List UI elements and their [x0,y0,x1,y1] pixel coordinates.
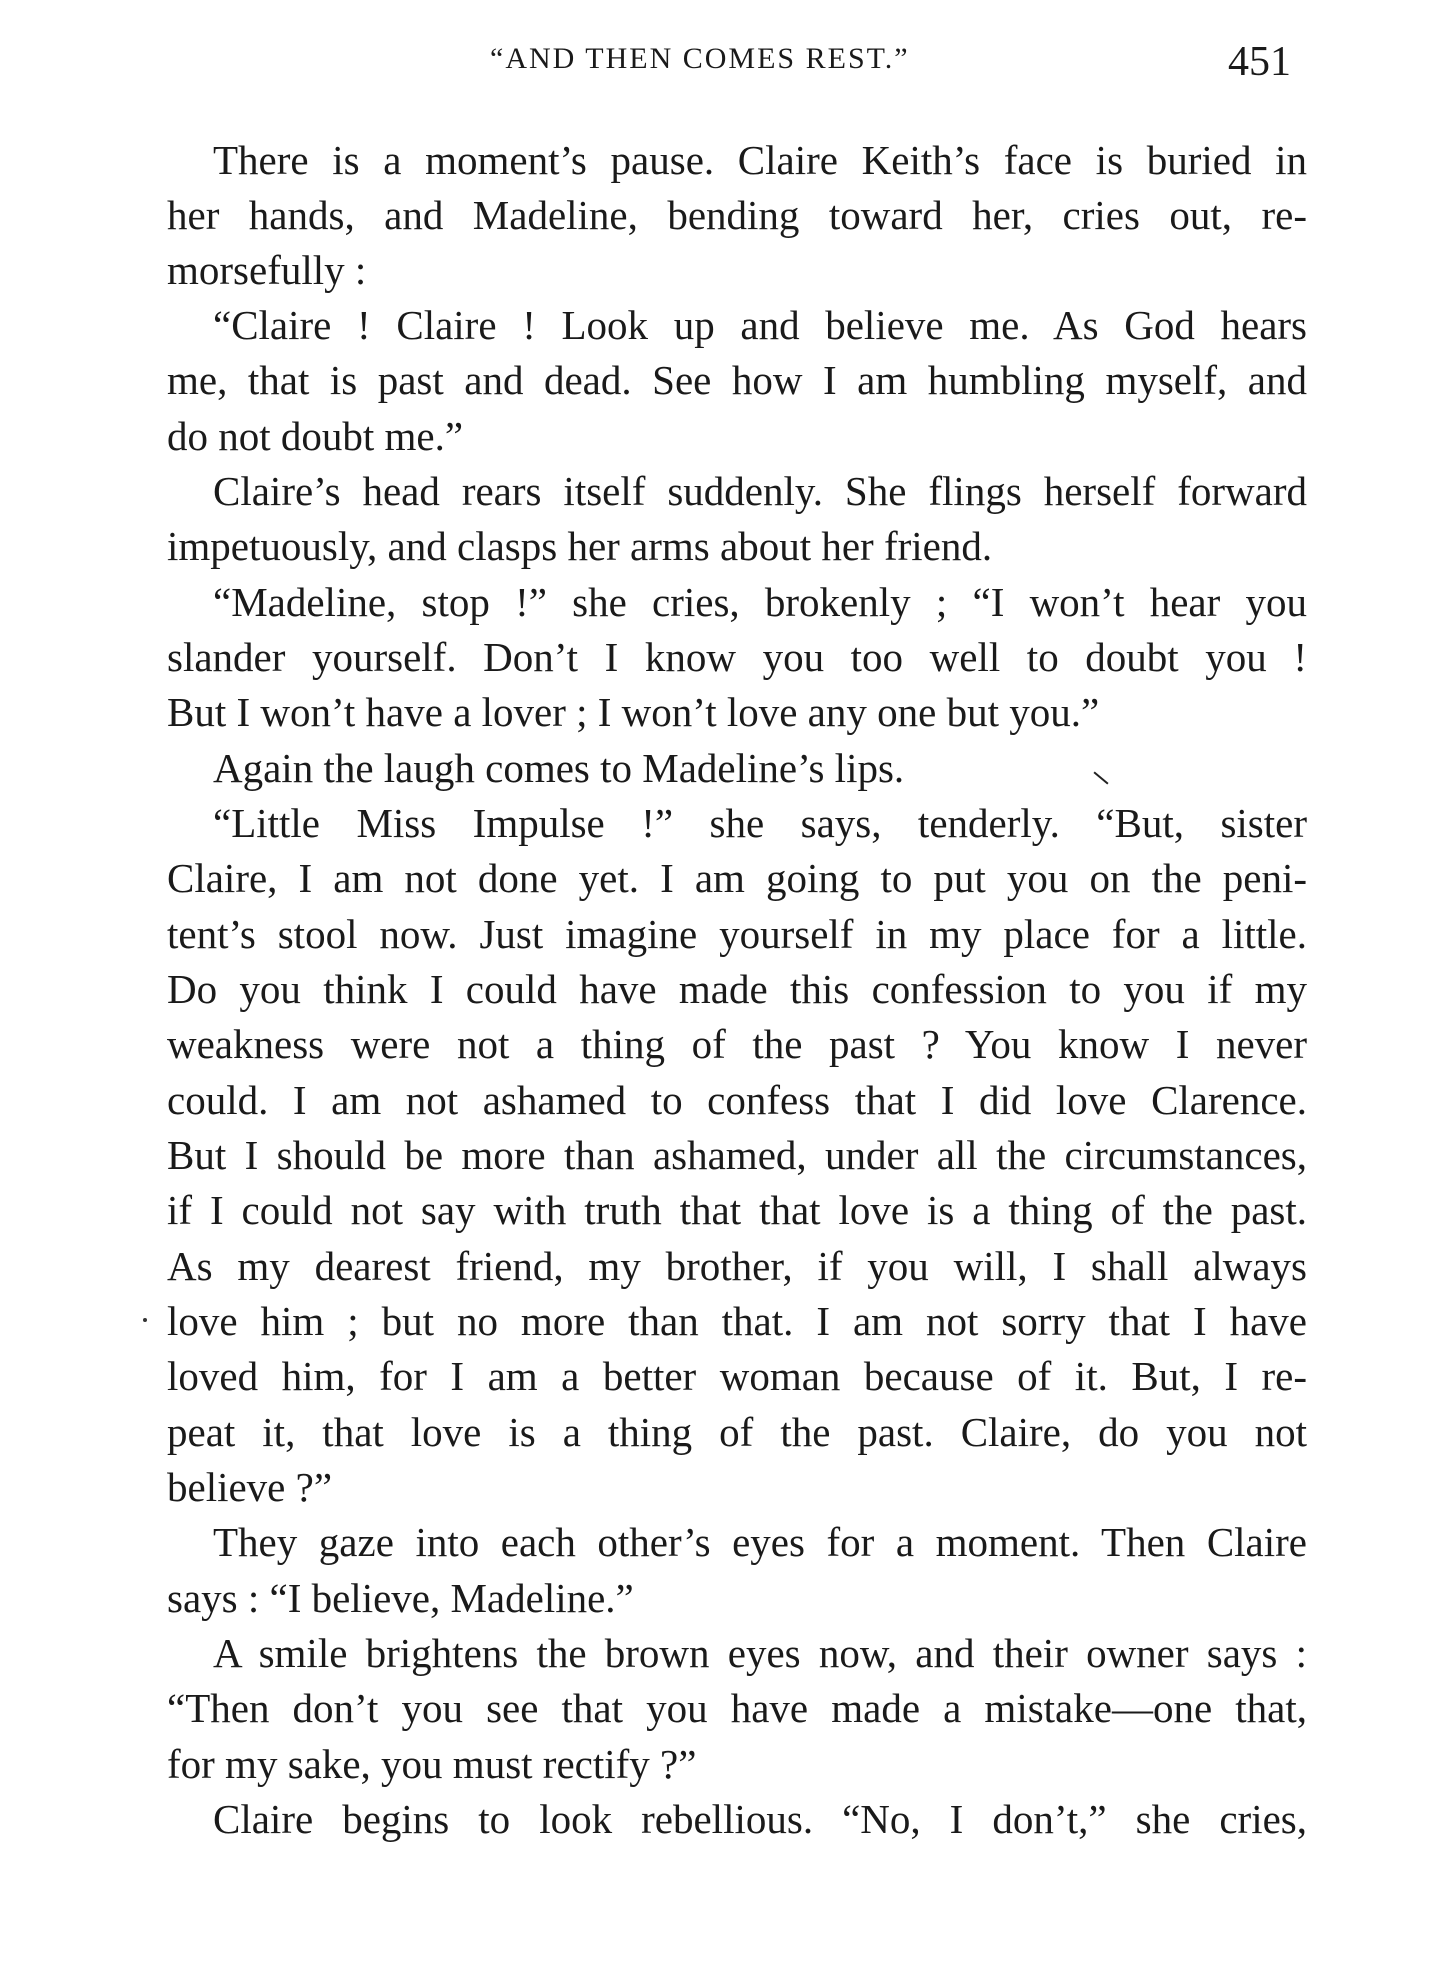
text-line: slander yourself. Don’t I know you too well to doubt you ! [167,634,1307,680]
text-line: Do you think I could have made this confession to you if my [167,966,1307,1012]
text-line: believe ?” [167,1464,333,1510]
text-line: Claire, I am not done yet. I am going to put you on the peni- [167,855,1307,901]
text-line: As my dearest friend, my brother, if you will, I shall always [167,1243,1307,1289]
text-line: me, that is past and dead. See how I am humbling myself, and [167,357,1307,403]
text-line: Again the laugh comes to Madeline’s lips. [213,745,905,791]
text-line: “Then don’t you see that you have made a mistake—one that, [167,1685,1307,1731]
running-title: “AND THEN COMES REST.” [490,42,910,75]
text-line: weakness were not a thing of the past ? You know I never [167,1021,1307,1067]
text-line: “Claire ! Claire ! Look up and believe me. As God hears [213,302,1307,348]
stray-ink-dot [143,1318,147,1322]
text-line: peat it, that love is a thing of the past. Claire, do you not [167,1409,1307,1455]
text-line: There is a moment’s pause. Claire Keith’s face is buried in [213,137,1307,183]
text-line: do not doubt me.” [167,413,464,459]
text-line: could. I am not ashamed to confess that I did love Clarence. [167,1077,1307,1123]
text-line: impetuously, and clasps her arms about her friend. [167,523,993,569]
text-line: loved him, for I am a better woman because of it. But, I re- [167,1353,1307,1399]
text-line: her hands, and Madeline, bending toward her, cries out, re- [167,192,1307,238]
text-line: for my sake, you must rectify ?” [167,1741,697,1787]
page-number: 451 [1228,39,1291,85]
text-line: But I won’t have a lover ; I won’t love any one but you.” [167,689,1100,735]
text-line: if I could not say with truth that that love is a thing of the past. [167,1187,1307,1233]
text-line: Claire’s head rears itself suddenly. She flings herself forward [213,468,1307,514]
text-line: But I should be more than ashamed, under all the circumstances, [167,1132,1307,1178]
text-line: A smile brightens the brown eyes now, and their owner says : [213,1630,1307,1676]
text-line: love him ; but no more than that. I am not sorry that I have [167,1298,1307,1344]
text-line: morsefully : [167,247,367,293]
text-line: “Little Miss Impulse !” she says, tenderly. “But, sister [213,800,1307,846]
text-line: Claire begins to look rebellious. “No, I don’t,” she cries, [213,1796,1307,1842]
text-line: tent’s stool now. Just imagine yourself in my place for a little. [167,911,1307,957]
text-line: says : “I believe, Madeline.” [167,1575,634,1621]
text-line: “Madeline, stop !” she cries, brokenly ; “I won’t hear you [213,579,1307,625]
text-line: They gaze into each other’s eyes for a moment. Then Claire [213,1519,1307,1565]
